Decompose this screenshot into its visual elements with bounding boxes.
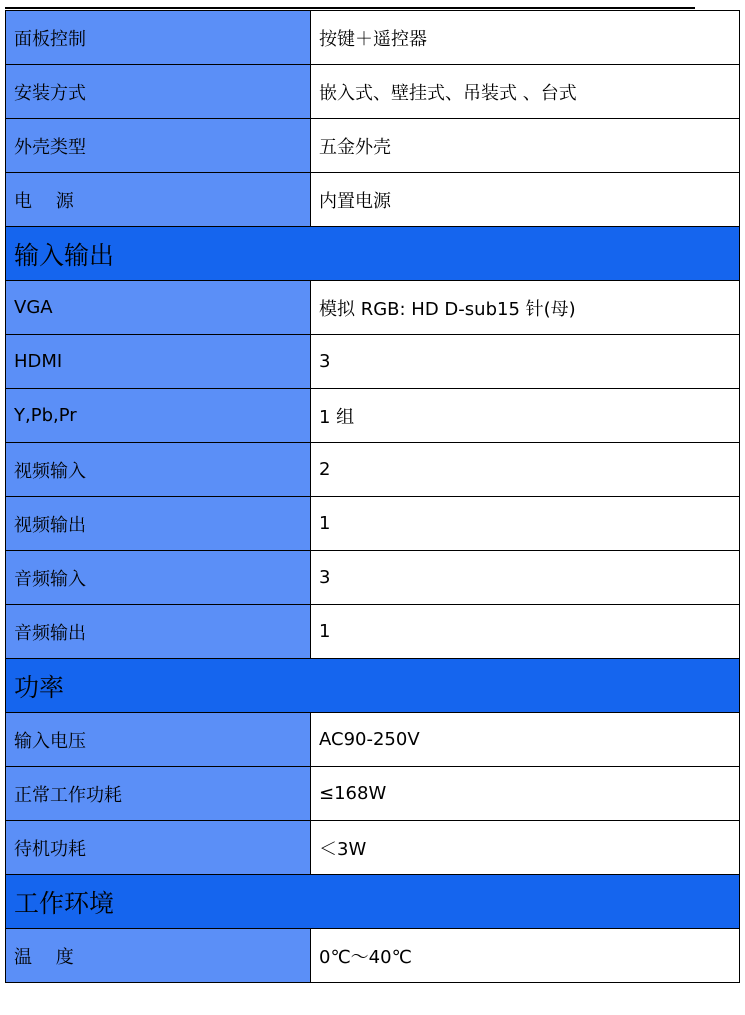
row-value: 嵌入式、壁挂式、吊装式 、台式 [311, 65, 740, 119]
table-row [6, 173, 740, 227]
row-value: 按键＋遥控器 [311, 11, 740, 65]
section-title: 输入输出 [6, 227, 740, 281]
table-row [6, 605, 740, 659]
row-label: 正常工作功耗 [6, 767, 311, 821]
table-row [6, 551, 740, 605]
row-value: 1 [311, 497, 740, 551]
row-value: 3 [311, 335, 740, 389]
row-label: 待机功耗 [6, 821, 311, 875]
row-label: VGA [6, 281, 311, 335]
row-label: 音频输出 [6, 605, 311, 659]
row-label: 外壳类型 [6, 119, 311, 173]
row-value: 内置电源 [311, 173, 740, 227]
row-label: HDMI [6, 335, 311, 389]
row-value: 0℃～40℃ [311, 929, 740, 983]
table-row [6, 929, 740, 983]
row-label: 音频输入 [6, 551, 311, 605]
table-row [6, 65, 740, 119]
section-title: 功率 [6, 659, 740, 713]
table-row [6, 497, 740, 551]
row-label: 面板控制 [6, 11, 311, 65]
section-header-row [6, 227, 740, 281]
section-header-row [6, 875, 740, 929]
top-border-line [0, 0, 745, 10]
row-value: ＜3W [311, 821, 740, 875]
row-label: 视频输入 [6, 443, 311, 497]
table-row [6, 821, 740, 875]
row-value: 2 [311, 443, 740, 497]
row-label: 输入电压 [6, 713, 311, 767]
section-header-row [6, 659, 740, 713]
table-row [6, 11, 740, 65]
spec-table [5, 10, 740, 983]
table-row [6, 767, 740, 821]
row-value: ≤168W [311, 767, 740, 821]
table-row [6, 335, 740, 389]
row-value: 1 [311, 605, 740, 659]
section-title: 工作环境 [6, 875, 740, 929]
row-value: 3 [311, 551, 740, 605]
row-label: Y,Pb,Pr [6, 389, 311, 443]
row-label: 安装方式 [6, 65, 311, 119]
table-row [6, 443, 740, 497]
table-row [6, 713, 740, 767]
row-label: 电 源 [6, 173, 311, 227]
row-value: 模拟 RGB: HD D-sub15 针(母) [311, 281, 740, 335]
row-value: 五金外壳 [311, 119, 740, 173]
table-row [6, 119, 740, 173]
row-label: 视频输出 [6, 497, 311, 551]
row-label: 温 度 [6, 929, 311, 983]
row-value: AC90-250V [311, 713, 740, 767]
table-row [6, 281, 740, 335]
row-value: 1 组 [311, 389, 740, 443]
table-row [6, 389, 740, 443]
